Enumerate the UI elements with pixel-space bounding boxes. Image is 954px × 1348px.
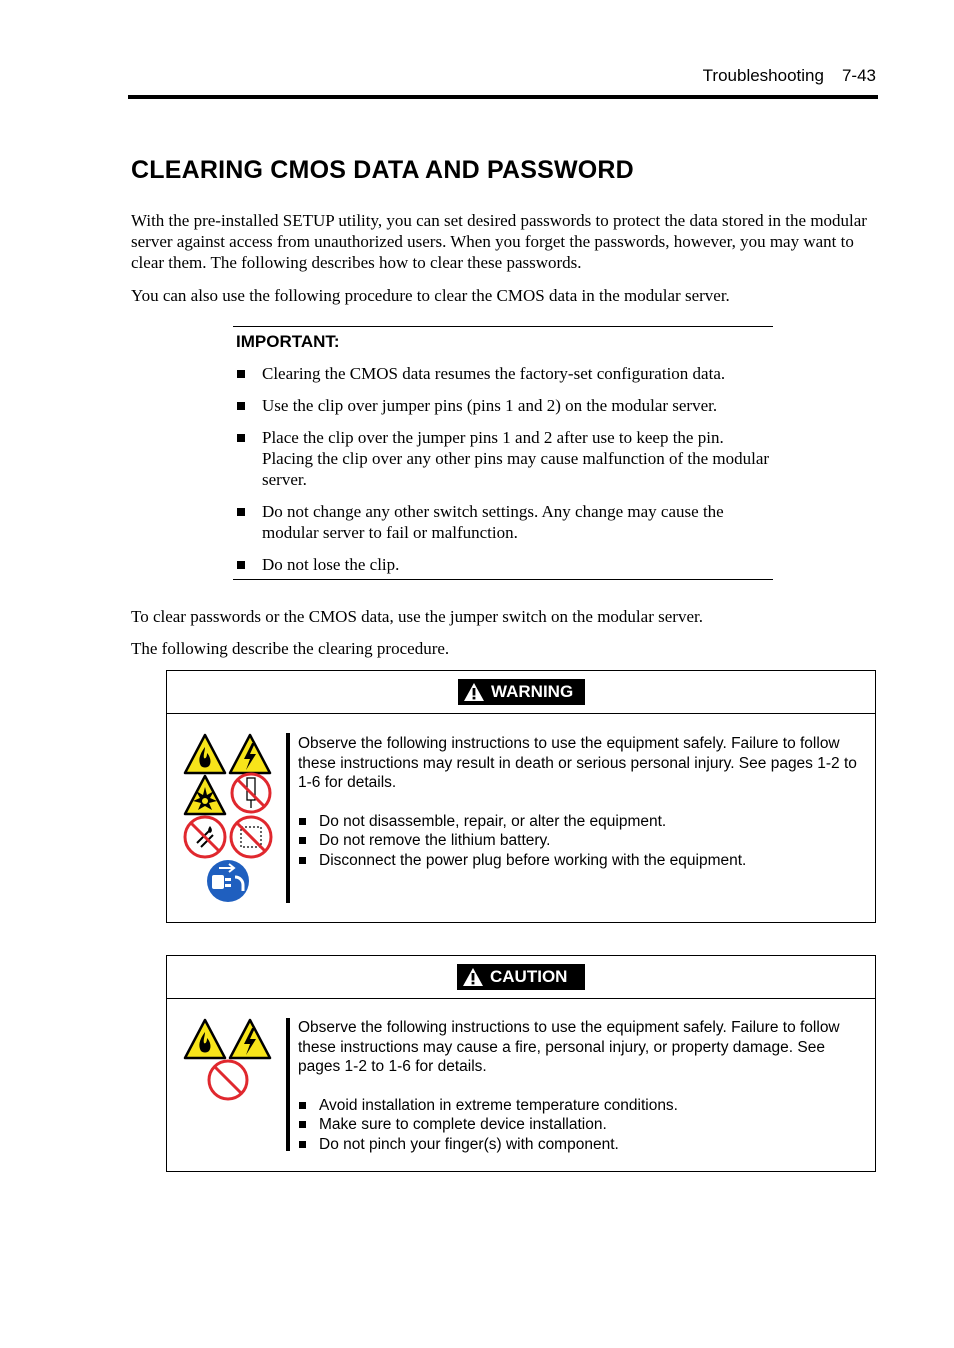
warning-item-text: Do not disassemble, repair, or alter the equipment.	[319, 812, 667, 830]
explosion-hazard-icon	[185, 776, 225, 814]
square-bullet-icon	[299, 1141, 306, 1148]
caution-item	[298, 1096, 863, 1116]
caution-label: CAUTION	[490, 967, 568, 986]
no-touch-icon	[231, 817, 271, 857]
important-item	[233, 554, 772, 575]
important-item	[233, 363, 772, 384]
page-number: 7-43	[841, 66, 876, 85]
warning-text: Observe the following instructions to use the equipment safely. Failure to follow these instructions may result in death or serious personal injury. See pages 1-2 to 1-6 for details.	[298, 735, 857, 791]
square-bullet-icon	[299, 837, 306, 844]
warning-rule	[286, 733, 290, 903]
no-fire-icon	[185, 817, 225, 857]
square-bullet-icon	[237, 508, 245, 516]
square-bullet-icon	[299, 818, 306, 825]
important-item	[233, 501, 772, 543]
important-item-text: Do not change any other switch settings. Any change may cause the modular server to fail or malfunction.	[262, 502, 724, 542]
caution-item-text: Do not pinch your finger(s) with component.	[319, 1135, 619, 1153]
warning-header	[167, 671, 875, 714]
fire-hazard-icon	[185, 735, 225, 773]
important-item-text: Place the clip over the jumper pins 1 and 2 after use to keep the pin. Placing the clip over any other pins may cause malfunction of the modular server.	[262, 428, 770, 489]
caution-rule	[286, 1018, 290, 1151]
header-section: Troubleshooting	[702, 66, 824, 85]
square-bullet-icon	[299, 1121, 306, 1128]
square-bullet-icon	[299, 1102, 306, 1109]
prohibited-icon	[209, 1061, 247, 1099]
important-item-text: Do not lose the clip.	[262, 555, 400, 574]
procedure-paragraph: To clear passwords or the CMOS data, use the jumper switch on the modular server.	[131, 607, 703, 626]
important-box	[233, 326, 773, 580]
section-title: CLEARING CMOS DATA AND PASSWORD	[131, 156, 634, 184]
important-item	[233, 395, 772, 416]
warning-badge	[458, 679, 585, 705]
important-item-text: Use the clip over jumper pins (pins 1 and 2) on the modular server.	[262, 396, 718, 415]
important-list	[233, 363, 772, 586]
warning-icons	[183, 731, 275, 906]
square-bullet-icon	[237, 402, 245, 410]
caution-item	[298, 1115, 863, 1135]
warning-item-text: Do not remove the lithium battery.	[319, 832, 551, 849]
square-bullet-icon	[237, 370, 245, 378]
important-title: IMPORTANT:	[236, 332, 340, 351]
square-bullet-icon	[237, 561, 245, 569]
important-item	[233, 427, 772, 490]
procedure-paragraph: The following describe the clearing procedure.	[131, 639, 450, 658]
electric-shock-icon	[230, 1020, 270, 1058]
exclamation-triangle-icon	[463, 682, 485, 702]
electric-shock-icon	[230, 735, 270, 773]
header-rule	[128, 95, 878, 99]
warning-box	[166, 670, 876, 923]
caution-box	[166, 955, 876, 1172]
warning-item-text: Disconnect the power plug before working with the equipment.	[319, 851, 747, 869]
caution-item-text: Avoid installation in extreme temperature conditions.	[319, 1096, 678, 1114]
caution-icons	[183, 1016, 275, 1106]
warning-label: WARNING	[491, 682, 574, 701]
caution-header	[167, 956, 875, 999]
intro-paragraph: You can also use the following procedure to clear the CMOS data in the modular server.	[131, 286, 730, 305]
caution-content	[298, 1018, 863, 1154]
intro-paragraph: With the pre-installed SETUP utility, you can set desired passwords to protect the data stored in the modular server against access from unauthorized users. When you forget the passwords, however, you may want to clear them. The following describes how to clear these passwords.	[131, 211, 867, 272]
unplug-icon	[207, 860, 249, 902]
warning-content	[298, 734, 863, 870]
no-disassembly-icon	[232, 774, 270, 812]
warning-item	[298, 831, 863, 851]
caution-list	[298, 1096, 863, 1155]
square-bullet-icon	[237, 434, 245, 442]
fire-hazard-icon	[185, 1020, 225, 1058]
exclamation-triangle-icon	[462, 967, 484, 987]
running-header	[703, 66, 876, 86]
warning-item	[298, 851, 863, 871]
warning-item	[298, 812, 863, 832]
caution-item	[298, 1135, 863, 1155]
warning-list	[298, 812, 863, 871]
important-item-text: Clearing the CMOS data resumes the factory-set configuration data.	[262, 364, 726, 383]
square-bullet-icon	[299, 857, 306, 864]
caution-badge	[457, 964, 585, 990]
caution-item-text: Make sure to complete device installation.	[319, 1116, 607, 1133]
caution-text: Observe the following instructions to use the equipment safely. Failure to follow these instructions may cause a fire, personal injury, or property damage. See pages 1-2 to 1-6 for details.	[298, 1019, 840, 1075]
